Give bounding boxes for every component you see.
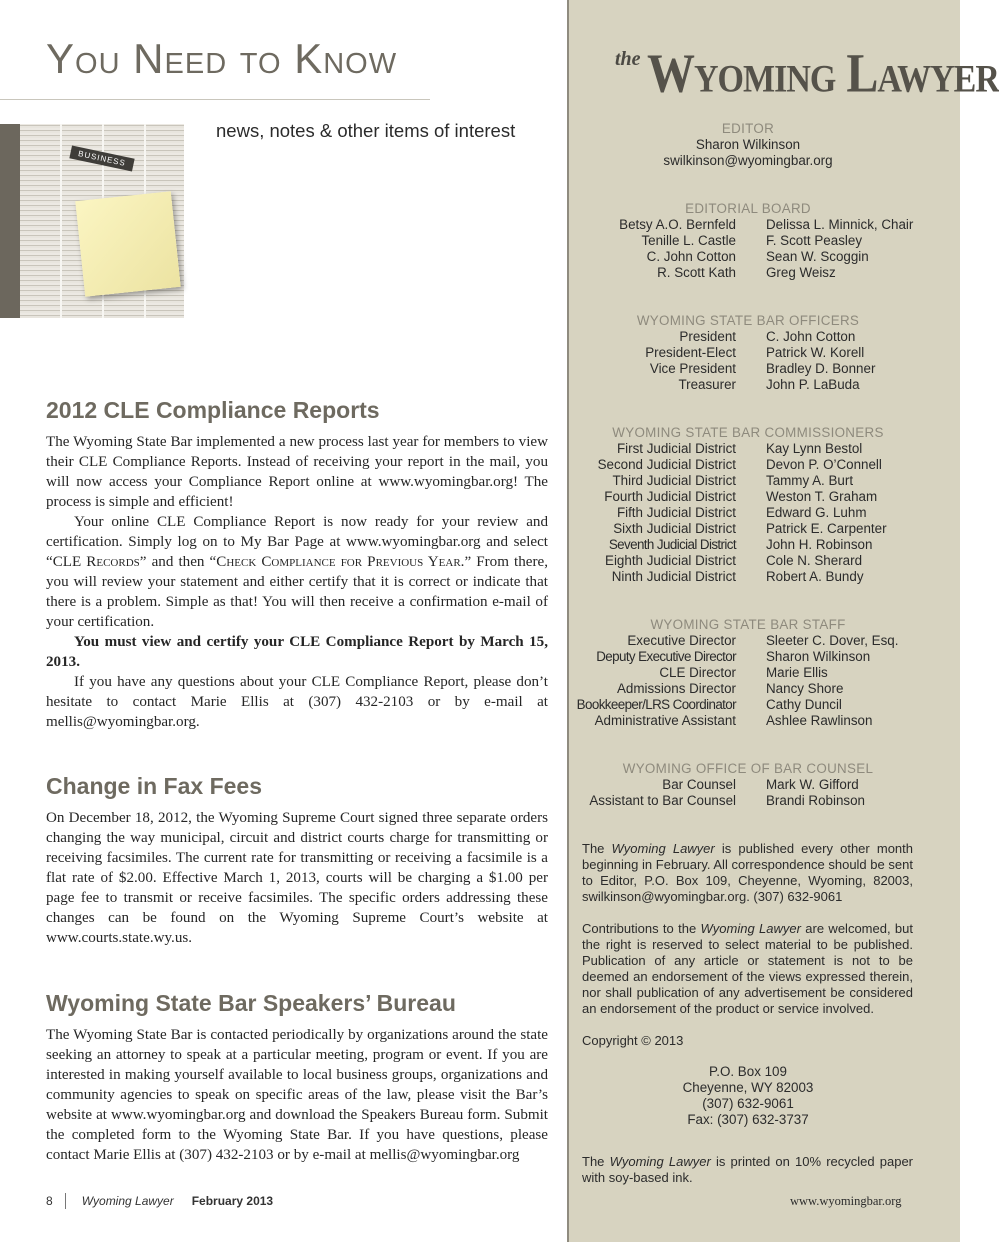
decorative-tab bbox=[0, 124, 20, 318]
footer-divider bbox=[65, 1193, 66, 1209]
roster-name: Delissa L. Minnick, Chair bbox=[766, 217, 914, 232]
roster-role: Bookkeeper/LRS Coordinator bbox=[576, 697, 736, 712]
roster-name: F. Scott Peasley bbox=[766, 233, 863, 248]
roster-name: Sleeter C. Dover, Esq. bbox=[766, 633, 899, 648]
contrib-text-pre: Contributions to the bbox=[582, 921, 701, 936]
roster-row bbox=[569, 777, 960, 793]
roster-role: Deputy Executive Director bbox=[596, 649, 736, 664]
roster-row bbox=[569, 441, 960, 457]
roster-row bbox=[569, 569, 960, 585]
page-title: You Need to Know bbox=[46, 35, 398, 82]
page-footer bbox=[46, 1193, 273, 1209]
counsel-list bbox=[569, 777, 960, 809]
roster-role: Bar Counsel bbox=[662, 777, 736, 792]
roster-name: Cathy Duncil bbox=[766, 697, 842, 712]
roster-name: Patrick E. Carpenter bbox=[766, 521, 887, 536]
roster-row bbox=[569, 521, 960, 537]
contrib-title: Wyoming Lawyer bbox=[700, 921, 801, 936]
cle-records-label: CLE Records bbox=[52, 554, 140, 570]
roster-name: Nancy Shore bbox=[766, 681, 844, 696]
roster-name: C. John Cotton bbox=[766, 329, 856, 344]
fax-article bbox=[46, 808, 548, 948]
staff-heading: WYOMING STATE BAR STAFF bbox=[650, 617, 846, 632]
recycled-text-post: is printed on 10% recycled paper with soy-based ink. bbox=[582, 1154, 914, 1185]
roster-row bbox=[569, 537, 960, 553]
roster-row bbox=[569, 377, 960, 393]
check-compliance-label: Check Compliance for Previous Year. bbox=[216, 554, 465, 570]
roster-role: Betsy A.O. Bernfeld bbox=[619, 217, 736, 232]
roster-row bbox=[569, 633, 960, 649]
roster-role: Second Judicial District bbox=[597, 457, 736, 472]
roster-name: Patrick W. Korell bbox=[766, 345, 865, 360]
officers-heading: WYOMING STATE BAR OFFICERS bbox=[636, 313, 860, 328]
page-number: 8 bbox=[46, 1194, 53, 1208]
board-heading: EDITORIAL BOARD bbox=[685, 201, 811, 216]
roster-row bbox=[569, 793, 960, 809]
wyoming-lawyer-logo bbox=[615, 40, 999, 105]
recycled-note bbox=[582, 1154, 913, 1186]
roster-name: Bradley D. Bonner bbox=[766, 361, 876, 376]
footer-website: www.wyomingbar.org bbox=[790, 1194, 902, 1208]
address-phone: (307) 632-9061 bbox=[702, 1096, 794, 1111]
roster-name: Ashlee Rawlinson bbox=[766, 713, 873, 728]
address-line: Cheyenne, WY 82003 bbox=[682, 1080, 814, 1095]
contrib-text-post: are welcomed, but the right is reserved to select material to be published. Publication of any article or statement is not to be deemed an endorsement of the views expressed therein, nor shall publication of any advertisement be considered an endorsement of the product or service involved. bbox=[582, 921, 913, 1016]
sticky-note bbox=[75, 191, 181, 297]
business-label: BUSINESS bbox=[69, 145, 134, 171]
roster-name: Cole N. Sherard bbox=[766, 553, 863, 568]
speakers-heading: Wyoming State Bar Speakers’ Bureau bbox=[46, 990, 456, 1016]
logo-the: the bbox=[615, 48, 641, 70]
roster-row bbox=[569, 457, 960, 473]
roster-role: President-Elect bbox=[645, 345, 736, 360]
title-rule bbox=[0, 99, 430, 100]
editor-name: Sharon Wilkinson bbox=[695, 137, 801, 152]
cle-paragraph-2 bbox=[46, 512, 548, 632]
editor-heading: EDITOR bbox=[721, 121, 775, 136]
roster-role: Fifth Judicial District bbox=[616, 505, 736, 520]
roster-role: Assistant to Bar Counsel bbox=[589, 793, 736, 808]
roster-row bbox=[569, 345, 960, 361]
cle-paragraph-4: If you have any questions about your CLE Compliance Report, please don’t hesitate to contact Marie Ellis at (307) 432-2103 or by e-mail at mellis@wyomingbar.org. bbox=[46, 674, 548, 730]
roster-name: Mark W. Gifford bbox=[766, 777, 859, 792]
cle-paragraph-1: The Wyoming State Bar implemented a new process last year for members to view their CLE Compliance Reports. Instead of receiving your report in the mail, you will now access your Compliance Report online at www.wyomingbar.org! The process is simple and efficient! bbox=[46, 434, 548, 510]
roster-name: Greg Weisz bbox=[766, 265, 836, 280]
speakers-article bbox=[46, 1025, 548, 1165]
fax-paragraph-1: On December 18, 2012, the Wyoming Supreme Court signed three separate orders changing the way municipal, circuit and district courts charge for transmitting or receiving facsimiles. The current rate for transmitting or receiving a facsimile is a flat rate of $2.00. Effective March 1, 2013, courts will be charging a $1.00 per page fee to transmit or receive facsimiles. The specific orders addressing these changes can be found on the Wyoming Supreme Court’s website at www.courts.state.wy.us. bbox=[46, 810, 548, 946]
editor-email: swilkinson@wyomingbar.org bbox=[663, 153, 833, 168]
pub-text-post: is published every other month beginning in February. All correspondence should be sent to Editor, P.O. Box 109, Cheyenne, Wyoming, 82003, swilkinson@wyomingbar.org. (307) 632-9061 bbox=[582, 841, 913, 904]
roster-row bbox=[569, 361, 960, 377]
roster-row bbox=[569, 681, 960, 697]
roster-row bbox=[569, 217, 960, 233]
roster-row bbox=[569, 473, 960, 489]
roster-role: Treasurer bbox=[678, 377, 736, 392]
footer-date: February 2013 bbox=[191, 1194, 274, 1208]
classifieds-photo bbox=[20, 124, 184, 318]
roster-role: Sixth Judicial District bbox=[613, 521, 736, 536]
fax-heading: Change in Fax Fees bbox=[46, 773, 263, 799]
board-list bbox=[569, 217, 960, 281]
roster-row bbox=[569, 649, 960, 665]
cle-p2-text-b: ” and then “ bbox=[139, 554, 217, 570]
speakers-paragraph-1: The Wyoming State Bar is contacted periodically by organizations around the state seeking an attorney to speak at a particular meeting, program or event. If you are interested in making yourself available to local business groups, organizations and community agencies to speak on specific areas of the law, please visit the Bar’s website at www.wyomingbar.org and download the Speakers Bureau form. Submit the completed form to the Wyoming State Bar. If you have questions, please contact Marie Ellis at (307) 432-2103 or by e-mail at mellis@wyomingbar.org bbox=[46, 1027, 548, 1163]
mailing-address bbox=[569, 1064, 927, 1128]
roster-name: John P. LaBuda bbox=[766, 377, 860, 392]
roster-row bbox=[569, 713, 960, 729]
roster-row bbox=[569, 233, 960, 249]
address-line: P.O. Box 109 bbox=[709, 1064, 787, 1079]
commissioners-list bbox=[569, 441, 960, 585]
recycled-title: Wyoming Lawyer bbox=[609, 1154, 711, 1169]
roster-row bbox=[569, 265, 960, 281]
roster-role: Ninth Judicial District bbox=[611, 569, 736, 584]
roster-role: CLE Director bbox=[659, 665, 736, 680]
cle-p2-text-a: Your online CLE Compliance Report is now ready for your review and certification. Simply log on to My Bar Page at www.wyomingbar.org and select “ bbox=[46, 514, 548, 570]
roster-name: Robert A. Bundy bbox=[766, 569, 864, 584]
roster-name: Marie Ellis bbox=[766, 665, 828, 680]
roster-role: Eighth Judicial District bbox=[605, 553, 736, 568]
roster-name: Devon P. O’Connell bbox=[766, 457, 882, 472]
roster-name: Edward G. Luhm bbox=[766, 505, 867, 520]
roster-name: John H. Robinson bbox=[766, 537, 873, 552]
roster-role: Seventh Judicial District bbox=[608, 537, 736, 552]
footer-publication: Wyoming Lawyer bbox=[81, 1194, 174, 1208]
roster-row bbox=[569, 249, 960, 265]
roster-name: Sharon Wilkinson bbox=[766, 649, 871, 664]
cle-deadline: You must view and certify your CLE Compliance Report by March 15, 2013. bbox=[46, 634, 548, 670]
roster-row bbox=[569, 505, 960, 521]
pub-title: Wyoming Lawyer bbox=[611, 841, 715, 856]
address-fax: Fax: (307) 632-3737 bbox=[687, 1112, 809, 1127]
roster-role: President bbox=[679, 329, 736, 344]
roster-row bbox=[569, 697, 960, 713]
roster-role: First Judicial District bbox=[616, 441, 736, 456]
cle-p2-text-c: ” From there, you will review your statement and either certify that it is correct or indicate that there is a problem. Simple as that! You will then receive a confirmation e-mail of your certification. bbox=[46, 554, 548, 630]
roster-name: Weston T. Graham bbox=[766, 489, 878, 504]
logo-name: Wyoming Lawyer bbox=[647, 43, 999, 105]
roster-role: Vice President bbox=[649, 361, 736, 376]
recycled-text-pre: The bbox=[582, 1154, 610, 1169]
roster-row bbox=[569, 665, 960, 681]
roster-name: Brandi Robinson bbox=[766, 793, 866, 808]
publication-note bbox=[582, 841, 913, 905]
officers-list bbox=[569, 329, 960, 393]
roster-role: C. John Cotton bbox=[646, 249, 736, 264]
roster-name: Kay Lynn Bestol bbox=[766, 441, 863, 456]
cle-article bbox=[46, 432, 548, 732]
roster-role: Admissions Director bbox=[616, 681, 736, 696]
commissioners-heading: WYOMING STATE BAR COMMISSIONERS bbox=[612, 425, 884, 440]
page-tagline: news, notes & other items of interest bbox=[216, 120, 516, 141]
roster-row bbox=[569, 329, 960, 345]
roster-name: Sean W. Scoggin bbox=[766, 249, 869, 264]
roster-name: Tammy A. Burt bbox=[766, 473, 854, 488]
roster-role: Tenille L. Castle bbox=[641, 233, 736, 248]
roster-row bbox=[569, 553, 960, 569]
staff-list bbox=[569, 633, 960, 729]
roster-role: R. Scott Kath bbox=[657, 265, 736, 280]
roster-role: Third Judicial District bbox=[612, 473, 736, 488]
roster-row bbox=[569, 489, 960, 505]
copyright: Copyright © 2013 bbox=[582, 1033, 684, 1048]
cle-heading: 2012 CLE Compliance Reports bbox=[46, 397, 380, 423]
contributions-note bbox=[582, 921, 913, 1017]
roster-role: Fourth Judicial District bbox=[604, 489, 736, 504]
pub-text-pre: The bbox=[582, 841, 612, 856]
roster-role: Administrative Assistant bbox=[594, 713, 736, 728]
roster-role: Executive Director bbox=[627, 633, 736, 648]
counsel-heading: WYOMING OFFICE OF BAR COUNSEL bbox=[622, 761, 874, 776]
